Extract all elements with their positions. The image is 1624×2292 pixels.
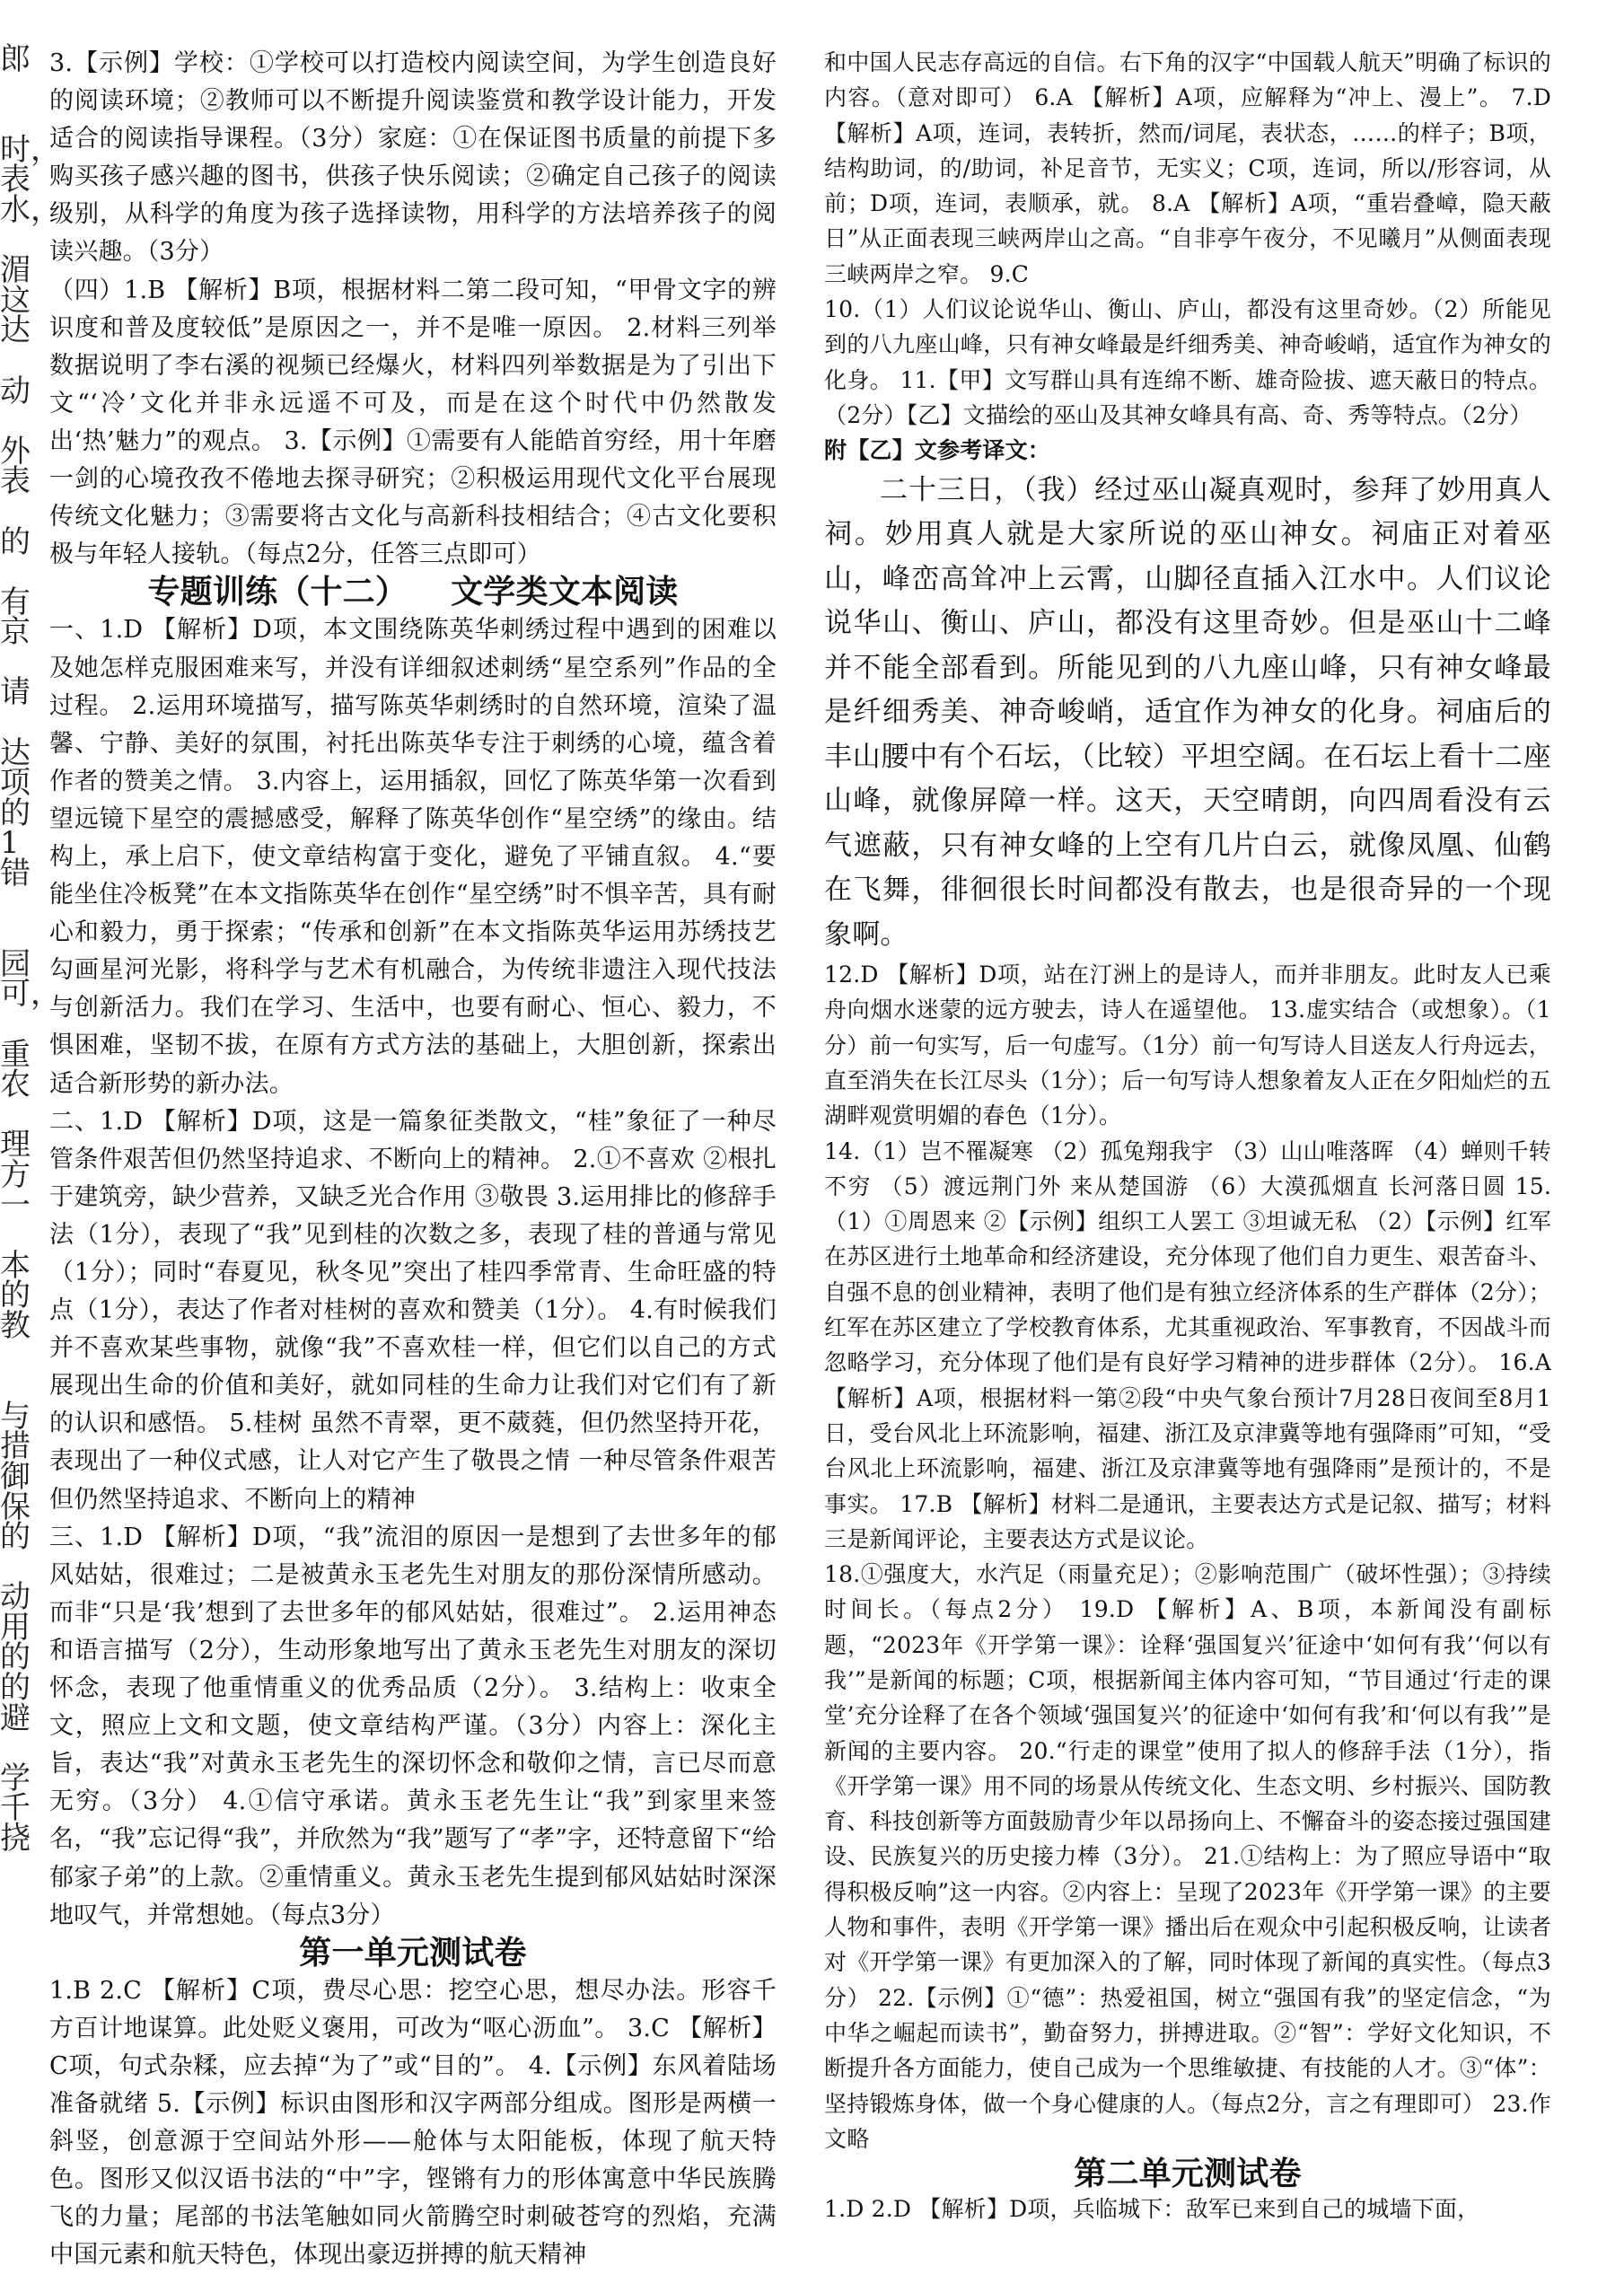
translation-heading: 附【乙】文参考译文：: [824, 437, 1051, 464]
left-column: [49, 45, 777, 2275]
section-heading: 第二单元测试卷: [1074, 2156, 1302, 2193]
answer-paragraph: 一、1.D 【解析】D项，本文围绕陈英华刺绣过程中遇到的困难以及她怎样克服困难来写，并没有详细叙述刺绣“星空系列”作品的全过程。 2.运用环境描写，描写陈英华刺绣时的自然环境，渲染了温馨、宁静、美好的氛围，衬托出陈英华专注于刺绣的心境，蕴含着作者的赞美之情。 3.内容上，运用插叙，回忆了陈英华第一次看到望远镜下星空的震撼感受，解释了陈英华创作“星空绣”的缘由。结构上，承上启下，使文章结构富于变化，避免了平铺直叙。 4.“要能坐住冷板凳”在本文指陈英华在创作“星空绣”时不惧辛苦，具有耐心和毅力，勇于探索；“传承和创新”在本文指陈英华运用苏绣技艺勾画星河光影，将科学与艺术有机融合，为传统非遗注入现代技法与创新活力。我们在学习、生活中，也要有耐心、恒心、毅力，不惧困难，坚韧不拔，在原有方式方法的基础上，大胆创新，探索出适合新形势的新办法。: [49, 616, 777, 1098]
answer-paragraph: 三、1.D 【解析】D项，“我”流泪的原因一是想到了去世多年的郁风姑姑，很难过；二是被黄永玉老先生对朋友的那份深情所感动。而非“只是‘我’想到了去世多年的郁风姑姑，很难过”。 2.运用神态和语言描写（2分），生动形象地写出了黄永玉老先生对朋友的深切怀念，表现了他重情重义的优秀品质（2分）。 3.结构上：收束全文，照应上文和文题，使文章结构严谨。（3分）内容上：深化主旨，表达“我”对黄永玉老先生的深切怀念和敬仰之情，言已尽而意无穷。（3分） 4.①信守承诺。黄永玉老先生让“我”到家里来签名，“我”忘记得“我”，并欣然为“我”题写了“孝”字，还特意留下“给郁家子弟”的上款。②重情重义。黄永玉老先生提到郁风姑姑时深深地叹气，并常想她。（每点3分）: [49, 1523, 777, 1929]
answer-paragraph: 14.（1）岂不罹凝寒 （2）孤兔翔我宇 （3）山山唯落晖 （4）蝉则千转不穷 （5）渡远荆门外 来从楚国游 （6）大漠孤烟直 长河落日圆 15.（1）①周恩来 ②【示例】组织工人罢工 ③坦诚无私 （2）【示例】红军在苏区进行土地革命和经济建设，充分体现了他们自力更生、艰苦奋斗、自强不息的创业精神，表明了他们是有独立经济体系的生产群体（2分）；红军在苏区建立了学校教育体系，尤其重视政治、军事教育，不因战斗而忽略学习，充分体现了他们是有良好学习精神的进步群体（2分）。 16.A 【解析】A项，根据材料一第②段“中央气象台预计7月28日夜间至8月1日，受台风北上环流影响，福建、浙江及京津冀等地有强降雨”可知，“受台风北上环流影响，福建、浙江及京津冀等地有强降雨”是预计的，不是事实。 17.B 【解析】材料二是通讯，主要表达方式是记叙、描写；材料三是新闻评论，主要表达方式是议论。: [824, 1137, 1552, 1552]
answer-paragraph: 18.①强度大，水汽足（雨量充足）；②影响范围广（破坏性强）；③持续时间长。（每点2分） 19.D 【解析】A、B项，本新闻没有副标题，“2023年《开学第一课》：诠释‘强国复兴’征途中‘如何有我’‘何以有我’”是新闻的标题；C项，根据新闻主体内容可知，“节目通过‘行走的课堂’充分诠释了在各个领域‘强国复兴’的征途中‘如何有我’和‘何以有我’”是新闻的主要内容。 20.“行走的课堂”使用了拟人的修辞手法（1分），指《开学第一课》用不同的场景从传统文化、生态文明、乡村振兴、国防教育、科技创新等方面鼓励青少年以昂扬向上、不懈奋斗的姿态接过强国建设、民族复兴的历史接力棒（3分）。 21.①结构上：为了照应导语中“取得积极反响”这一内容。②内容上：呈现了2023年《开学第一课》的主要人物和事件，表明《开学第一课》播出后在观众中引起积极反响，让读者对《开学第一课》有更加深入的了解，同时体现了新闻的真实性。（每点3分） 22.【示例】①“德”：热爱祖国，树立“强国有我”的坚定信念，“为中华之崛起而读书”，勤奋努力，拼搏进取。②“智”：学好文化知识，不断提升各方面能力，使自己成为一个思维敏捷、有技能的人才。③“体”：坚持锻炼身体，做一个身心健康的人。（每点2分，言之有理即可） 23.作文略: [824, 1561, 1552, 2152]
answer-paragraph: 1.B 2.C 【解析】C项，费尽心思：挖空心思，想尽办法。形容千方百计地谋算。此处贬义褒用，可改为“呕心沥血”。 3.C 【解析】C项，句式杂糅，应去掉“为了”或“目的”。 4.【示例】东风着陆场准备就绪 5.【示例】标识由图形和汉字两部分组成。图形是两横一斜竖，创意源于空间站外形——舱体与太阳能板，体现了航天特色。图形又似汉语书法的“中”字，铿锵有力的形体寓意中华民族腾飞的力量；尾部的书法笔触如同火箭腾空时刺破苍穹的烈焰，充满中国元素和航天特色，体现出豪迈拼搏的航天精神: [49, 1976, 777, 2270]
answer-paragraph: （四）1.B 【解析】B项，根据材料二第二段可知，“甲骨文字的辨识度和普及度较低”是原因之一，并不是唯一原因。 2.材料三列举数据说明了李右溪的视频已经爆火，材料四列举数据是为了引出下文“‘冷’文化并非永远遥不可及，而是在这个时代中仍然散发出‘热’魅力”的观点。 3.【示例】①需要有人能皓首穷经，用十年磨一剑的心境孜孜不倦地去探寻研究；②积极运用现代文化平台展现传统文化魅力；③需要将古文化与高新科技相结合；④古文化要积极与年轻人接轨。（每点2分，任答三点即可）: [49, 276, 777, 569]
answer-paragraph: 10.（1）人们议论说华山、衡山、庐山，都没有这里奇妙。（2）所能见到的八九座山峰，只有神女峰最是纤细秀美、神奇峻峭，适宜作为神女的化身。 11.【甲】文写群山具有连绵不断、雄奇险拔、遮天蔽日的特点。（2分）【乙】文描绘的巫山及其神女峰具有高、奇、秀等特点。（2分）: [824, 296, 1551, 428]
answer-paragraph: 3.【示例】学校：①学校可以打造校内阅读空间，为学生创造良好的阅读环境；②教师可以不断提升阅读鉴赏和教学设计能力，开发适合的阅读指导课程。（3分）家庭：①在保证图书质量的前提下多购买孩子感兴趣的图书，供孩子快乐阅读；②确定自己孩子的阅读级别，从科学的角度为孩子选择读物，用科学的方法培养孩子的阅读兴趣。（3分）: [49, 49, 777, 267]
answer-paragraph: 二、1.D 【解析】D项，这是一篇象征类散文，“桂”象征了一种尽管条件艰苦但仍然坚持追求、不断向上的精神。 2.①不喜欢 ②根扎于建筑旁，缺少营养，又缺乏光合作用 ③敬畏 3.运用排比的修辞手法（1分），表现了“我”见到桂的次数之多，表现了桂的普通与常见（1分）；同时“春夏见，秋冬见”突出了桂四季常青、生命旺盛的特点（1分），表达了作者对桂树的喜欢和赞美（1分）。 4.有时候我们并不喜欢某些事物，就像“我”不喜欢桂一样，但它们以自己的方式展现出生命的价值和美好，就如同桂的生命力让我们对它们有了新的认识和感悟。 5.桂树 虽然不青翠，更不葳蕤，但仍然坚持开花，表现出了一种仪式感，让人对它产生了敬畏之情 一种尽管条件艰苦但仍然坚持追求、不断向上的精神: [49, 1107, 777, 1514]
answer-paragraph: 和中国人民志存高远的自信。右下角的汉字“中国载人航天”明确了标识的内容。（意对即可） 6.A 【解析】A项，应解释为“冲上、漫上”。 7.D 【解析】A项，连词，表转折，然而/词尾，表状态，……的样子；B项，结构助词，的/助词，补足音节，无实义；C项，连词，所以/形容词，从前；D项，连词，表顺承，就。 8.A 【解析】A项，“重岩叠嶂，隐天蔽日”从正面表现三峡两岸山之高。“自非亭午夜分，不见曦月”从侧面表现三峡两岸之窄。 9.C: [824, 49, 1551, 287]
translation-text: 二十三日，（我）经过巫山凝真观时，参拜了妙用真人祠。妙用真人就是大家所说的巫山神女。祠庙正对着巫山，峰峦高耸冲上云霄，山脚径直插入江水中。人们议论说华山、衡山、庐山，都没有这里奇妙。但是巫山十二峰并不能全部看到。所能见到的八九座山峰，只有神女峰最是纤细秀美、神奇峻峭，适宜作为神女的化身。祠庙后的丰山腰中有个石坛，（比较）平坦空阔。在石坛上看十二座山峰，就像屏障一样。这天，天空晴朗，向四周看没有云气遮蔽，只有神女峰的上空有几片白云，就像凤凰、仙鹤在飞舞，徘徊很长时间都没有散去，也是很奇异的一个现象啊。: [824, 473, 1551, 951]
answer-paragraph: 12.D 【解析】D项，站在汀洲上的是诗人，而并非朋友。此时友人已乘舟向烟水迷蒙的远方驶去，诗人在遥望他。 13.虚实结合（或想象）。（1分）前一句实写，后一句虚写。（1分）前一句写诗人目送友人行舟远去，直至消失在长江尽头（1分）；后一句写诗人想象着友人正在夕阳灿烂的五湖畔观赏明媚的春色（1分）。: [824, 962, 1552, 1129]
section-heading: 专题训练（十二） 文学类文本阅读: [147, 574, 679, 611]
right-column: [824, 45, 1551, 2227]
left-edge-fragments: 郎 时， 表 水， 湄 这 达 动 外 表 的 有 京 请 达 项 的 1 错 园 可， 重 农 理 方 一 本 的 教 与 措 御 保 的 动 用 的 的 避 学 千 挠: [0, 41, 61, 1857]
answer-paragraph: 1.D 2.D 【解析】D项，兵临城下：敌军已来到自己的城墙下面，: [824, 2196, 1480, 2223]
section-heading: 第一单元测试卷: [299, 1934, 527, 1971]
